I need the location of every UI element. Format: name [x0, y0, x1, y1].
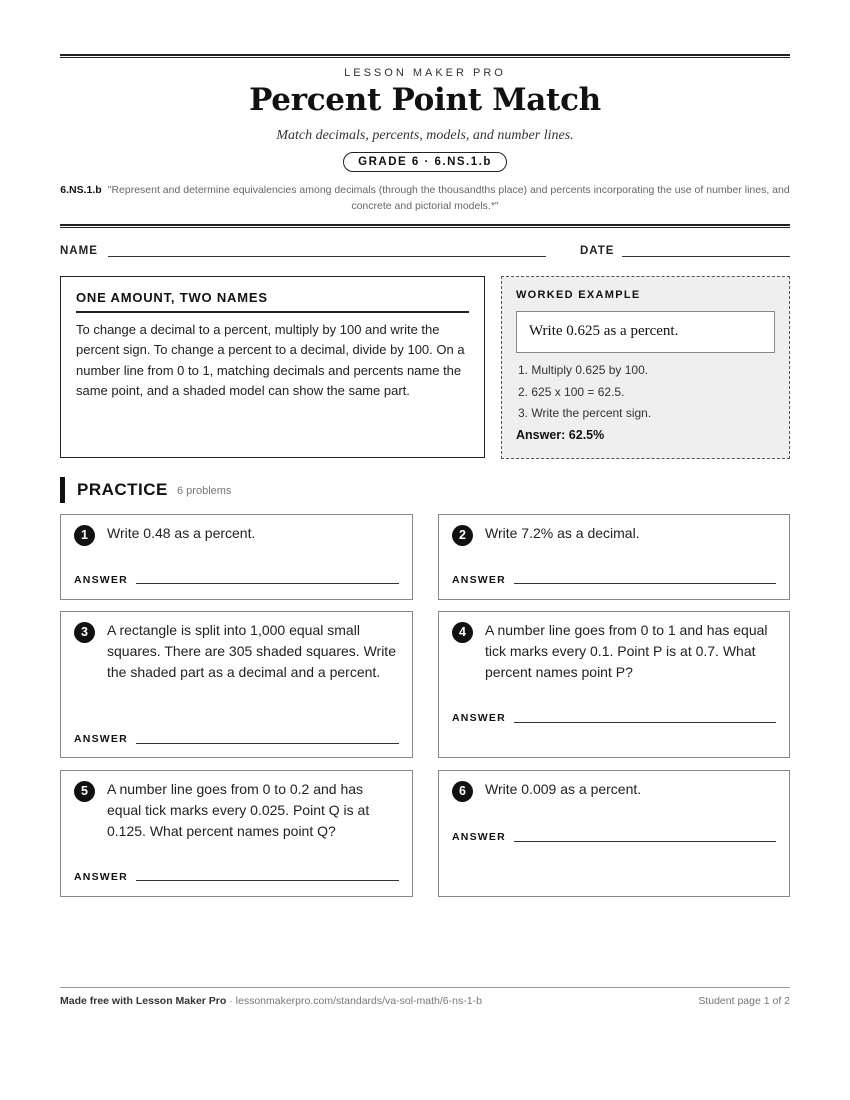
worked-example-step: 1. Multiply 0.625 by 100.: [518, 363, 649, 377]
student-info-row: [60, 245, 790, 261]
practice-accent-bar: [60, 477, 65, 503]
standard-code: 6.NS.1.b: [60, 184, 102, 196]
page-title: Percent Point Match: [249, 82, 601, 118]
worked-example-step: 2. 625 x 100 = 62.5.: [518, 384, 625, 399]
concept-body: To change a decimal to a percent, multiply by 100 and write the percent sign. To change a percent to a decimal, divide by 100. On a number line from 0 to 1, matching decimals and percents name the same point, and a shaded model can show the same part.: [76, 322, 465, 398]
name-label: NAME: [60, 245, 98, 257]
problem-number-badge: 4: [452, 622, 473, 643]
standard-text: "Represent and determine equivalencies among decimals (through the thousandths place) and percents incorporating the use of number lines, and concrete and pictorial models.*": [107, 184, 790, 212]
worked-example-steps: [516, 360, 775, 425]
problem-card-3: [60, 611, 413, 758]
answer-field[interactable]: [514, 841, 776, 842]
answer-label: ANSWER: [74, 733, 128, 745]
answer-label: ANSWER: [452, 574, 506, 586]
problem-number-badge: 5: [74, 781, 95, 802]
problem-number-badge: 3: [74, 622, 95, 643]
footer-made-with: Made free with Lesson Maker Pro: [60, 995, 227, 1007]
problem-number-badge: 2: [452, 525, 473, 546]
problem-card-4: [438, 611, 790, 758]
footer-page-number: Student page 1 of 2: [698, 995, 790, 1007]
header-top-rule: [60, 54, 790, 58]
answer-label: ANSWER: [452, 712, 506, 724]
brand-name: LESSON MAKER PRO: [344, 67, 506, 79]
problem-card-5: [60, 770, 413, 897]
footer-rule: [60, 987, 790, 988]
problem-text: A number line goes from 0 to 1 and has equal tick marks every 0.1. Point P is at 0.7. What percent names point P?: [485, 622, 768, 680]
problem-card-6: [438, 770, 790, 897]
grade-standard-badge: GRADE 6 · 6.NS.1.b: [343, 152, 507, 172]
answer-label: ANSWER: [452, 831, 506, 843]
date-label: DATE: [580, 245, 615, 257]
problem-text: Write 0.48 as a percent.: [107, 525, 256, 541]
answer-field[interactable]: [514, 722, 776, 723]
worksheet-page: [60, 0, 790, 1100]
worked-example-heading: WORKED EXAMPLE: [516, 289, 641, 301]
worked-example-answer: Answer: 62.5%: [516, 427, 605, 442]
footer-url: · lessonmakerpro.com/standards/va-sol-math/6-ns-1-b: [226, 995, 482, 1007]
date-field[interactable]: [622, 256, 790, 257]
problem-text: A number line goes from 0 to 0.2 and has equal tick marks every 0.025. Point Q is at 0.125. What percent names point Q?: [107, 781, 370, 839]
problem-card-1: [60, 514, 413, 600]
problem-text: A rectangle is split into 1,000 equal small squares. There are 305 shaded squares. Write the shaded part as a decimal and a percent.: [107, 622, 396, 680]
problem-text: Write 7.2% as a decimal.: [485, 525, 640, 541]
answer-label: ANSWER: [74, 574, 128, 586]
header-bottom-rule: [60, 224, 790, 228]
answer-label: ANSWER: [74, 871, 128, 883]
name-field[interactable]: [108, 256, 546, 257]
worked-example-prompt: Write 0.625 as a percent.: [516, 311, 775, 353]
problem-number-badge: 6: [452, 781, 473, 802]
problem-text: Write 0.009 as a percent.: [485, 781, 642, 797]
answer-field[interactable]: [136, 743, 399, 744]
answer-field[interactable]: [514, 583, 776, 584]
worked-example-box: [501, 276, 790, 459]
standard-description: [60, 182, 790, 214]
answer-field[interactable]: [136, 880, 399, 881]
page-subtitle: Match decimals, percents, models, and number lines.: [276, 128, 574, 143]
worked-example-step: 3. Write the percent sign.: [518, 406, 652, 420]
concept-heading: ONE AMOUNT, TWO NAMES: [76, 290, 469, 313]
concept-box: [60, 276, 485, 458]
practice-title: PRACTICE: [77, 480, 168, 499]
practice-count: 6 problems: [177, 485, 232, 497]
footer: [60, 995, 790, 1007]
problem-card-2: [438, 514, 790, 600]
problem-number-badge: 1: [74, 525, 95, 546]
answer-field[interactable]: [136, 583, 399, 584]
